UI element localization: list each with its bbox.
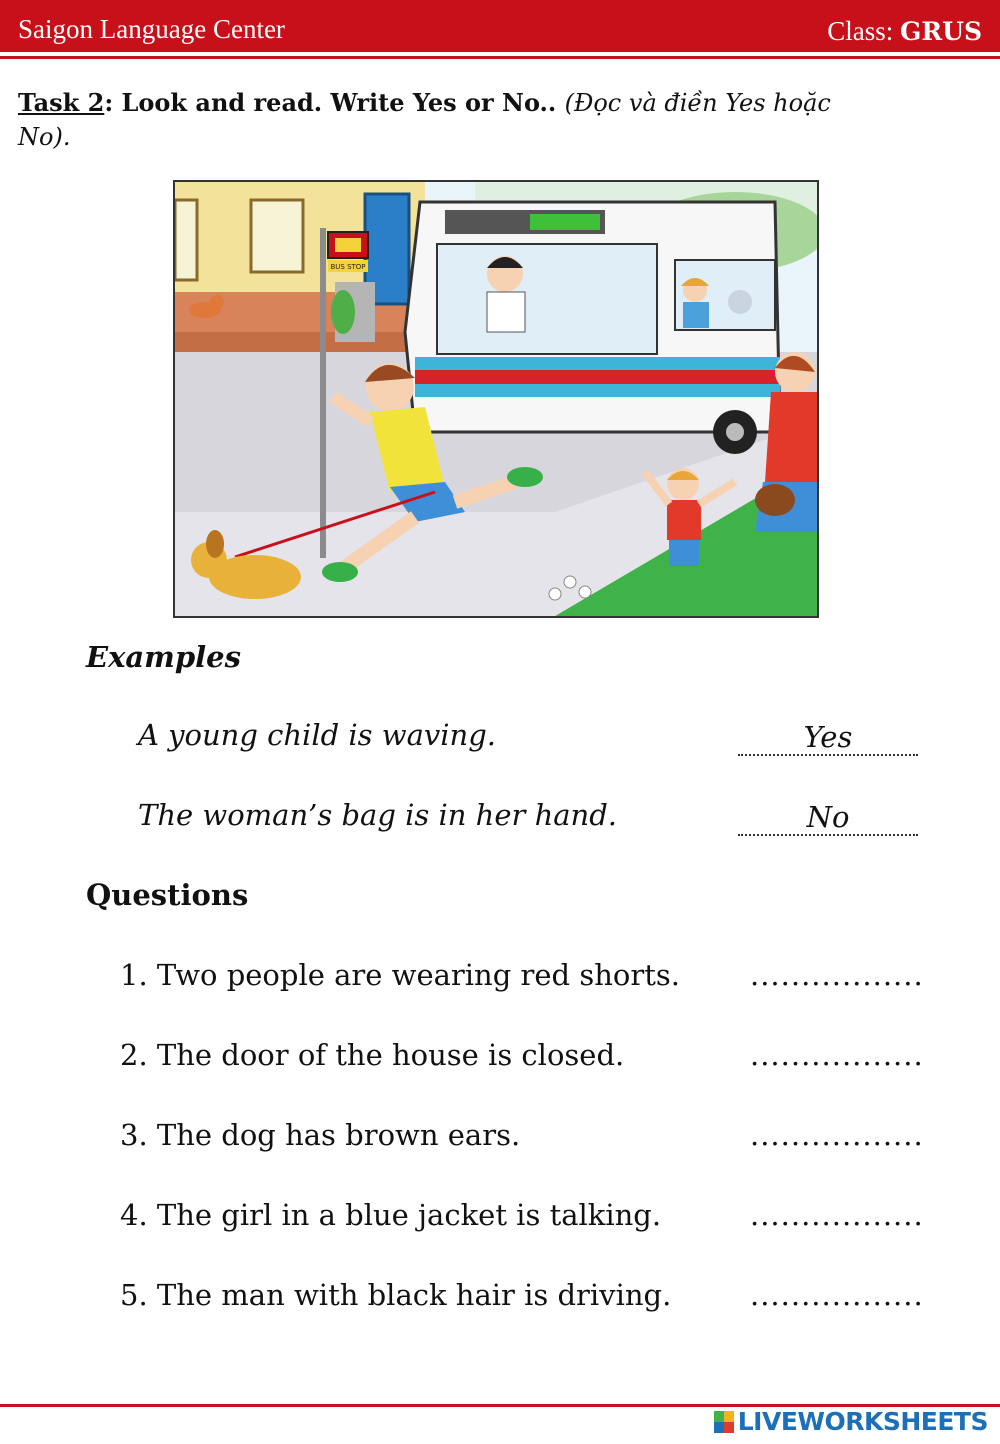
header-bar (0, 0, 1000, 52)
questions-title: Questions (86, 878, 249, 912)
class-indicator (827, 16, 982, 47)
question-4: 4. The girl in a blue jacket is talking. (120, 1198, 662, 1232)
house-window (251, 200, 303, 272)
answer-blank-1[interactable]: ................. (750, 958, 924, 992)
bus-windshield (437, 244, 657, 354)
answer-blank-2[interactable]: ................. (750, 1038, 924, 1072)
header-rule (0, 56, 1000, 59)
answer-blank-3[interactable]: ................. (750, 1118, 924, 1152)
brand-text: LIVEWORKSHEETS (737, 1407, 988, 1436)
example-sentence-1: A young child is waving. (138, 718, 496, 752)
task-text: Look and read. Write Yes or No.. (113, 88, 565, 117)
example-sentence-2: The woman’s bag is in her hand. (138, 798, 617, 832)
street-illustration (173, 180, 819, 618)
bus-stop-sign-text: BUS STOP (330, 263, 366, 271)
street-scene (175, 182, 817, 616)
task-translation: (Đọc và điền Yes hoặc No). (18, 89, 831, 151)
class-label: Class: (827, 16, 894, 46)
question-2: 2. The door of the house is closed. (120, 1038, 625, 1072)
task-instruction (18, 86, 838, 154)
example-answer-1: Yes (738, 720, 918, 756)
class-value: GRUS (900, 17, 982, 46)
task-colon: : (104, 88, 114, 117)
center-name: Saigon Language Center (18, 14, 285, 44)
task-label: Task 2 (18, 88, 105, 117)
answer-blank-5[interactable]: ................. (750, 1278, 924, 1312)
woman-bag (755, 484, 795, 516)
dog-ear (206, 530, 224, 558)
question-3: 3. The dog has brown ears. (120, 1118, 521, 1152)
answer-blank-4[interactable]: ................. (750, 1198, 924, 1232)
liveworksheets-logo-icon (714, 1411, 734, 1433)
question-5: 5. The man with black hair is driving. (120, 1278, 672, 1312)
example-answer-2: No (738, 800, 918, 836)
question-1: 1. Two people are wearing red shorts. (120, 958, 680, 992)
bus-stop-pole (320, 228, 326, 558)
liveworksheets-brand[interactable] (714, 1407, 988, 1436)
examples-title: Examples (86, 640, 241, 674)
